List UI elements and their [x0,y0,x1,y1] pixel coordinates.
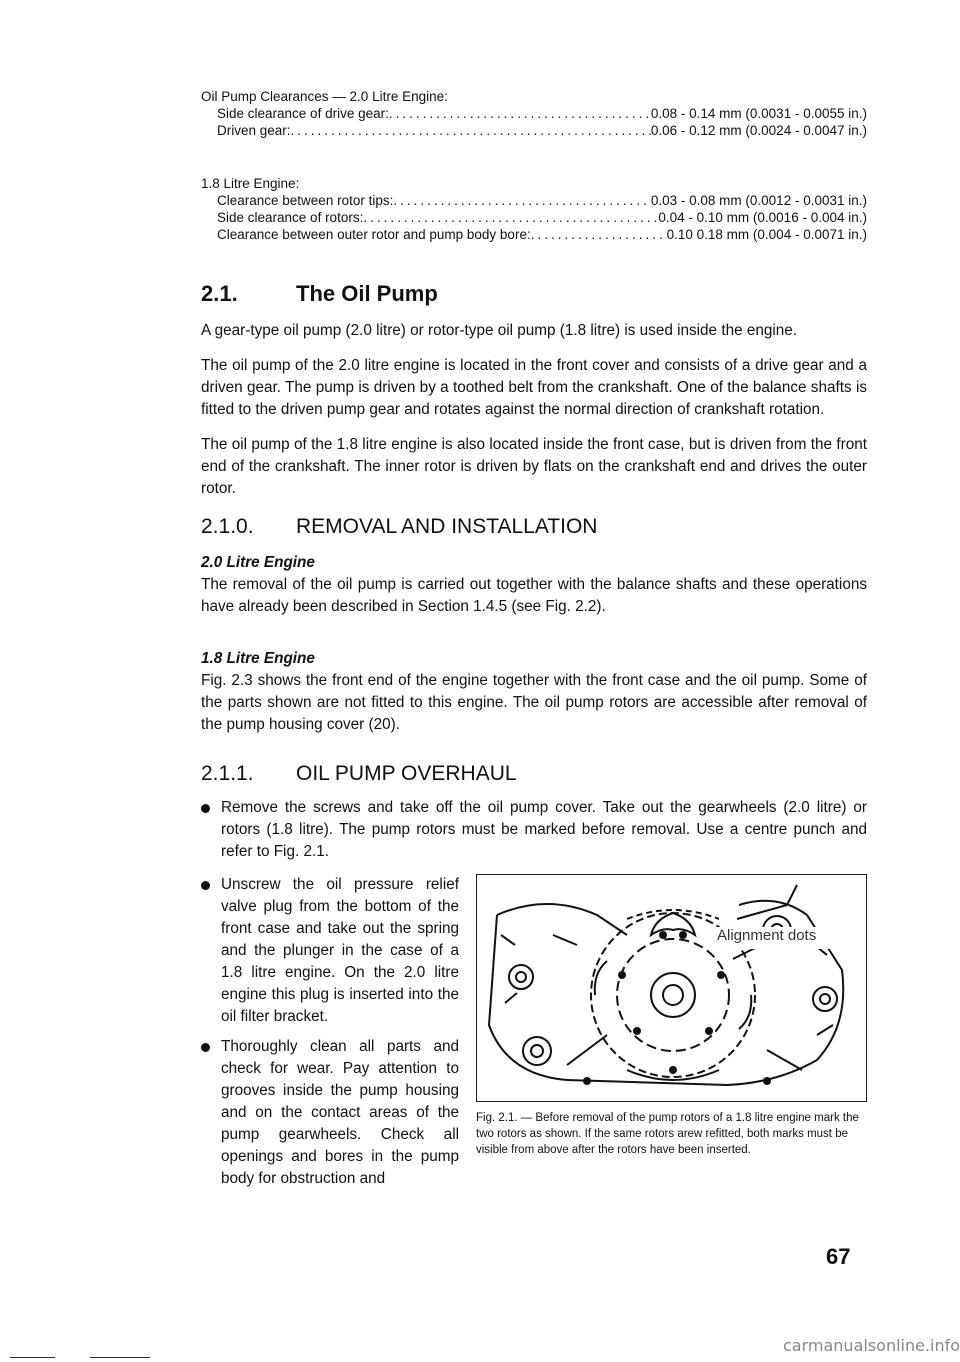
alignment-dots-label: Alignment dots [717,927,817,944]
section-heading-2-1-0: 2.1.0. REMOVAL AND INSTALLATION [201,515,598,538]
paragraph: 2.0 Litre Engine The removal of the oil pump is carried out together with the balance shafts and these operations have already been described in Section 1.4.5 (see Fig. 2.2). [201,554,867,615]
spec-row: Side clearance of drive gear: ..... 0.08 - 0.14 mm (0.0031 - 0.0055 in.) [201,105,867,122]
spec-block [201,88,867,139]
subheading: 2.0 Litre Engine [201,554,315,571]
page-number: 67 [826,1244,851,1269]
oil-pump-drawing [477,875,865,1100]
subheading: 1.8 Litre Engine [201,650,315,667]
section-heading-2-1-1: 2.1.1. OIL PUMP OVERHAUL [201,762,517,785]
bullet-icon [201,881,210,890]
footer-watermark: carmanualsonline.info [783,1336,960,1355]
spec-block-18 [201,175,867,243]
paragraph: 1.8 Litre Engine Fig. 2.3 shows the front end of the engine together with the front case and the oil pump. Some of the parts shown are not fitted to this engine. The oil pump rotors are accessible after removal of the pump housing cover (20). [201,650,867,733]
bullet-item: Unscrew the oil pressure relief valve plug from the bottom of the front case and take out the spring and the plunger in the case of a 1.8 litre engine. On the 2.0 litre engine this plug is inserted into the oil filter bracket. [221,874,459,1028]
spec-title-18: 1.8 Litre Engine: [201,176,300,191]
footer-rule [10,1357,55,1358]
spec-title-20: Oil Pump Clearances — 2.0 Litre Engine: [201,89,448,104]
spec-row: Side clearance of rotors: ..... 0.04 - 0.10 mm (0.0016 - 0.004 in.) [201,209,867,226]
bullet-icon [201,804,210,813]
bullet-item: Remove the screws and take off the oil pump cover. Take out the gearwheels (2.0 litre) or rotors (1.8 litre). The pump rotors must be marked before removal. Use a centre punch and refer to Fig. 2.1. [221,797,867,863]
paragraph: The oil pump of the 1.8 litre engine is also located inside the front case, but is driven from the front end of the crankshaft. The inner rotor is driven by flats on the crankshaft end and drives the outer rotor. [201,436,867,497]
figure-caption: Fig. 2.1. — Before removal of the pump rotors of a 1.8 litre engine mark the two rotors as shown. If the same rotors arew refitted, both marks must be visible from above after the rotors have been inserted. [476,1112,859,1156]
paragraph: A gear-type oil pump (2.0 litre) or rotor-type oil pump (1.8 litre) is used inside the engine. [201,322,798,339]
section-heading-2-1: 2.1. The Oil Pump [201,281,438,306]
spec-row: Driven gear: ..... 0.06 - 0.12 mm (0.0024 - 0.0047 in.) [201,122,867,139]
spec-row: Clearance between outer rotor and pump body bore: ..... 0.10 0.18 mm (0.004 - 0.0071 in.) [201,226,867,243]
bullet-item: Thoroughly clean all parts and check for wear. Pay attention to grooves inside the pump housing and on the contact areas of the pump gearwheels. Check all openings and bores in the pump body for obstruction and [221,1036,459,1190]
figure-oil-pump-rotors [476,874,867,1102]
spec-row: Clearance between rotor tips: ..... 0.03 - 0.08 mm (0.0012 - 0.0031 in.) [201,192,867,209]
bullet-icon [201,1043,210,1052]
footer-rule [90,1357,150,1358]
paragraph: The oil pump of the 2.0 litre engine is located in the front cover and consists of a drive gear and a driven gear. The pump is driven by a toothed belt from the crankshaft. One of the balance shafts is fitted to the driven pump gear and rotates against the normal direction of crankshaft rotation. [201,357,867,418]
